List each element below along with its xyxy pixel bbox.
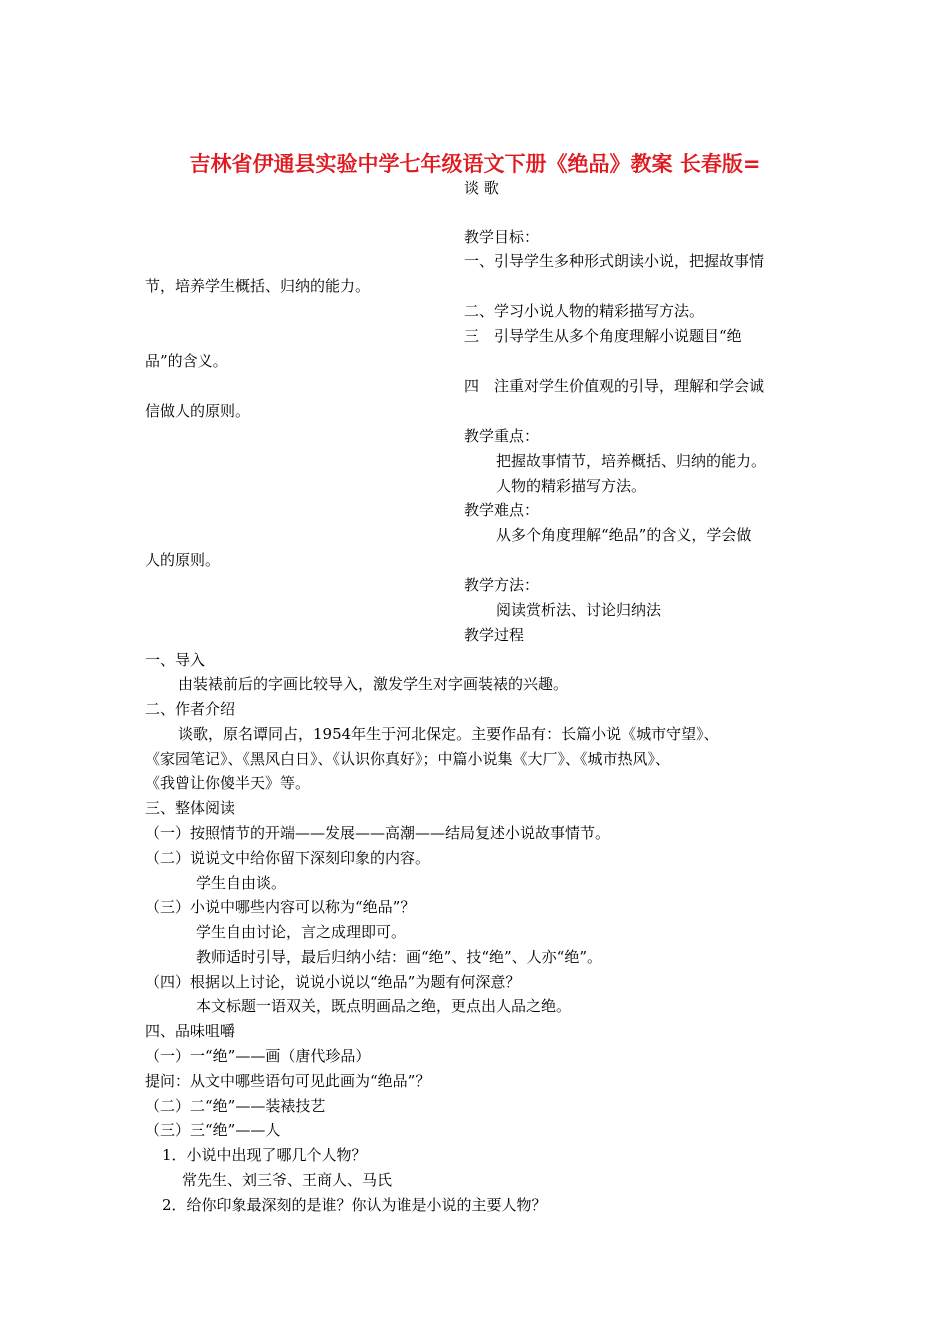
author-name: 谈 歌 xyxy=(464,179,499,197)
section-1-heading: 一、导入 xyxy=(145,651,206,669)
section-4-answer-1: 常先生、刘三爷、王商人、马氏 xyxy=(182,1171,393,1189)
section-2-line-2: 《家园笔记》、《黑风白日》、《认识你真好》；中篇小说集《大厂》、《城市热风》、 xyxy=(145,750,671,768)
objective-2: 二、学习小说人物的精彩描写方法。 xyxy=(464,302,705,320)
section-3-answer-3a: 学生自由讨论，言之成理即可。 xyxy=(196,923,407,941)
difficulty-1-cont: 人的原则。 xyxy=(145,551,221,569)
section-4-question-1: 1．小说中出现了哪几个人物？ xyxy=(162,1146,367,1164)
section-3-question-1: （一）按照情节的开端——发展——高潮——结局复述小说故事情节。 xyxy=(145,824,611,842)
section-2-line-1: 谈歌，原名谭同占，1954年生于河北保定。主要作品有：长篇小说《城市守望》、 xyxy=(178,725,719,743)
key-point-1: 把握故事情节，培养概括、归纳的能力。 xyxy=(496,452,767,470)
objectives-heading: 教学目标： xyxy=(464,228,540,246)
section-4-part-2: （二）二“绝”——装裱技艺 xyxy=(145,1097,326,1115)
objective-1-cont: 节，培养学生概括、归纳的能力。 xyxy=(145,277,371,295)
section-4-part-1: （一）一“绝”——画（唐代珍品） xyxy=(145,1047,371,1065)
methods-heading: 教学方法： xyxy=(464,576,540,594)
objective-1: 一、引导学生多种形式朗读小说，把握故事情 xyxy=(464,252,765,270)
key-points-heading: 教学重点： xyxy=(464,427,540,445)
difficulty-1: 从多个角度理解“绝品”的含义，学会做 xyxy=(496,526,752,544)
objective-4-cont: 信做人的原则。 xyxy=(145,402,251,420)
section-3-question-4: （四）根据以上讨论，说说小说以“绝品”为题有何深意？ xyxy=(145,973,521,991)
section-2-heading: 二、作者介绍 xyxy=(145,700,236,718)
section-3-answer-2: 学生自由谈。 xyxy=(196,874,287,892)
section-4-heading: 四、品味咀嚼 xyxy=(145,1022,236,1040)
section-3-answer-3b: 教师适时引导，最后归纳小结：画“绝”、技“绝”、人亦“绝”。 xyxy=(196,948,603,966)
method-1: 阅读赏析法、讨论归纳法 xyxy=(496,601,662,619)
section-4-question-2: 2．给你印象最深刻的是谁？你认为谁是小说的主要人物？ xyxy=(162,1196,547,1214)
objective-3-cont: 品”的含义。 xyxy=(145,352,228,370)
section-2-line-3: 《我曾让你傻半天》等。 xyxy=(145,774,311,792)
section-4-part-1-question: 提问：从文中哪些语句可见此画为“绝品”？ xyxy=(145,1072,431,1090)
objective-4: 四 注重对学生价值观的引导，理解和学会诚 xyxy=(464,377,765,395)
section-1-text: 由装裱前后的字画比较导入，激发学生对字画装裱的兴趣。 xyxy=(178,675,569,693)
document-title: 吉林省伊通县实验中学七年级语文下册《绝品》教案 长春版= xyxy=(189,152,761,176)
section-3-answer-4: 本文标题一语双关，既点明画品之绝，更点出人品之绝。 xyxy=(196,997,572,1015)
process-heading: 教学过程 xyxy=(464,626,525,644)
section-4-part-3: （三）三“绝”——人 xyxy=(145,1121,281,1139)
section-3-heading: 三、整体阅读 xyxy=(145,799,236,817)
section-3-question-2: （二）说说文中给你留下深刻印象的内容。 xyxy=(145,849,431,867)
key-point-2: 人物的精彩描写方法。 xyxy=(496,477,647,495)
section-3-question-3: （三）小说中哪些内容可以称为“绝品”？ xyxy=(145,898,416,916)
objective-3: 三 引导学生从多个角度理解小说题目“绝 xyxy=(464,327,742,345)
difficulties-heading: 教学难点： xyxy=(464,501,540,519)
